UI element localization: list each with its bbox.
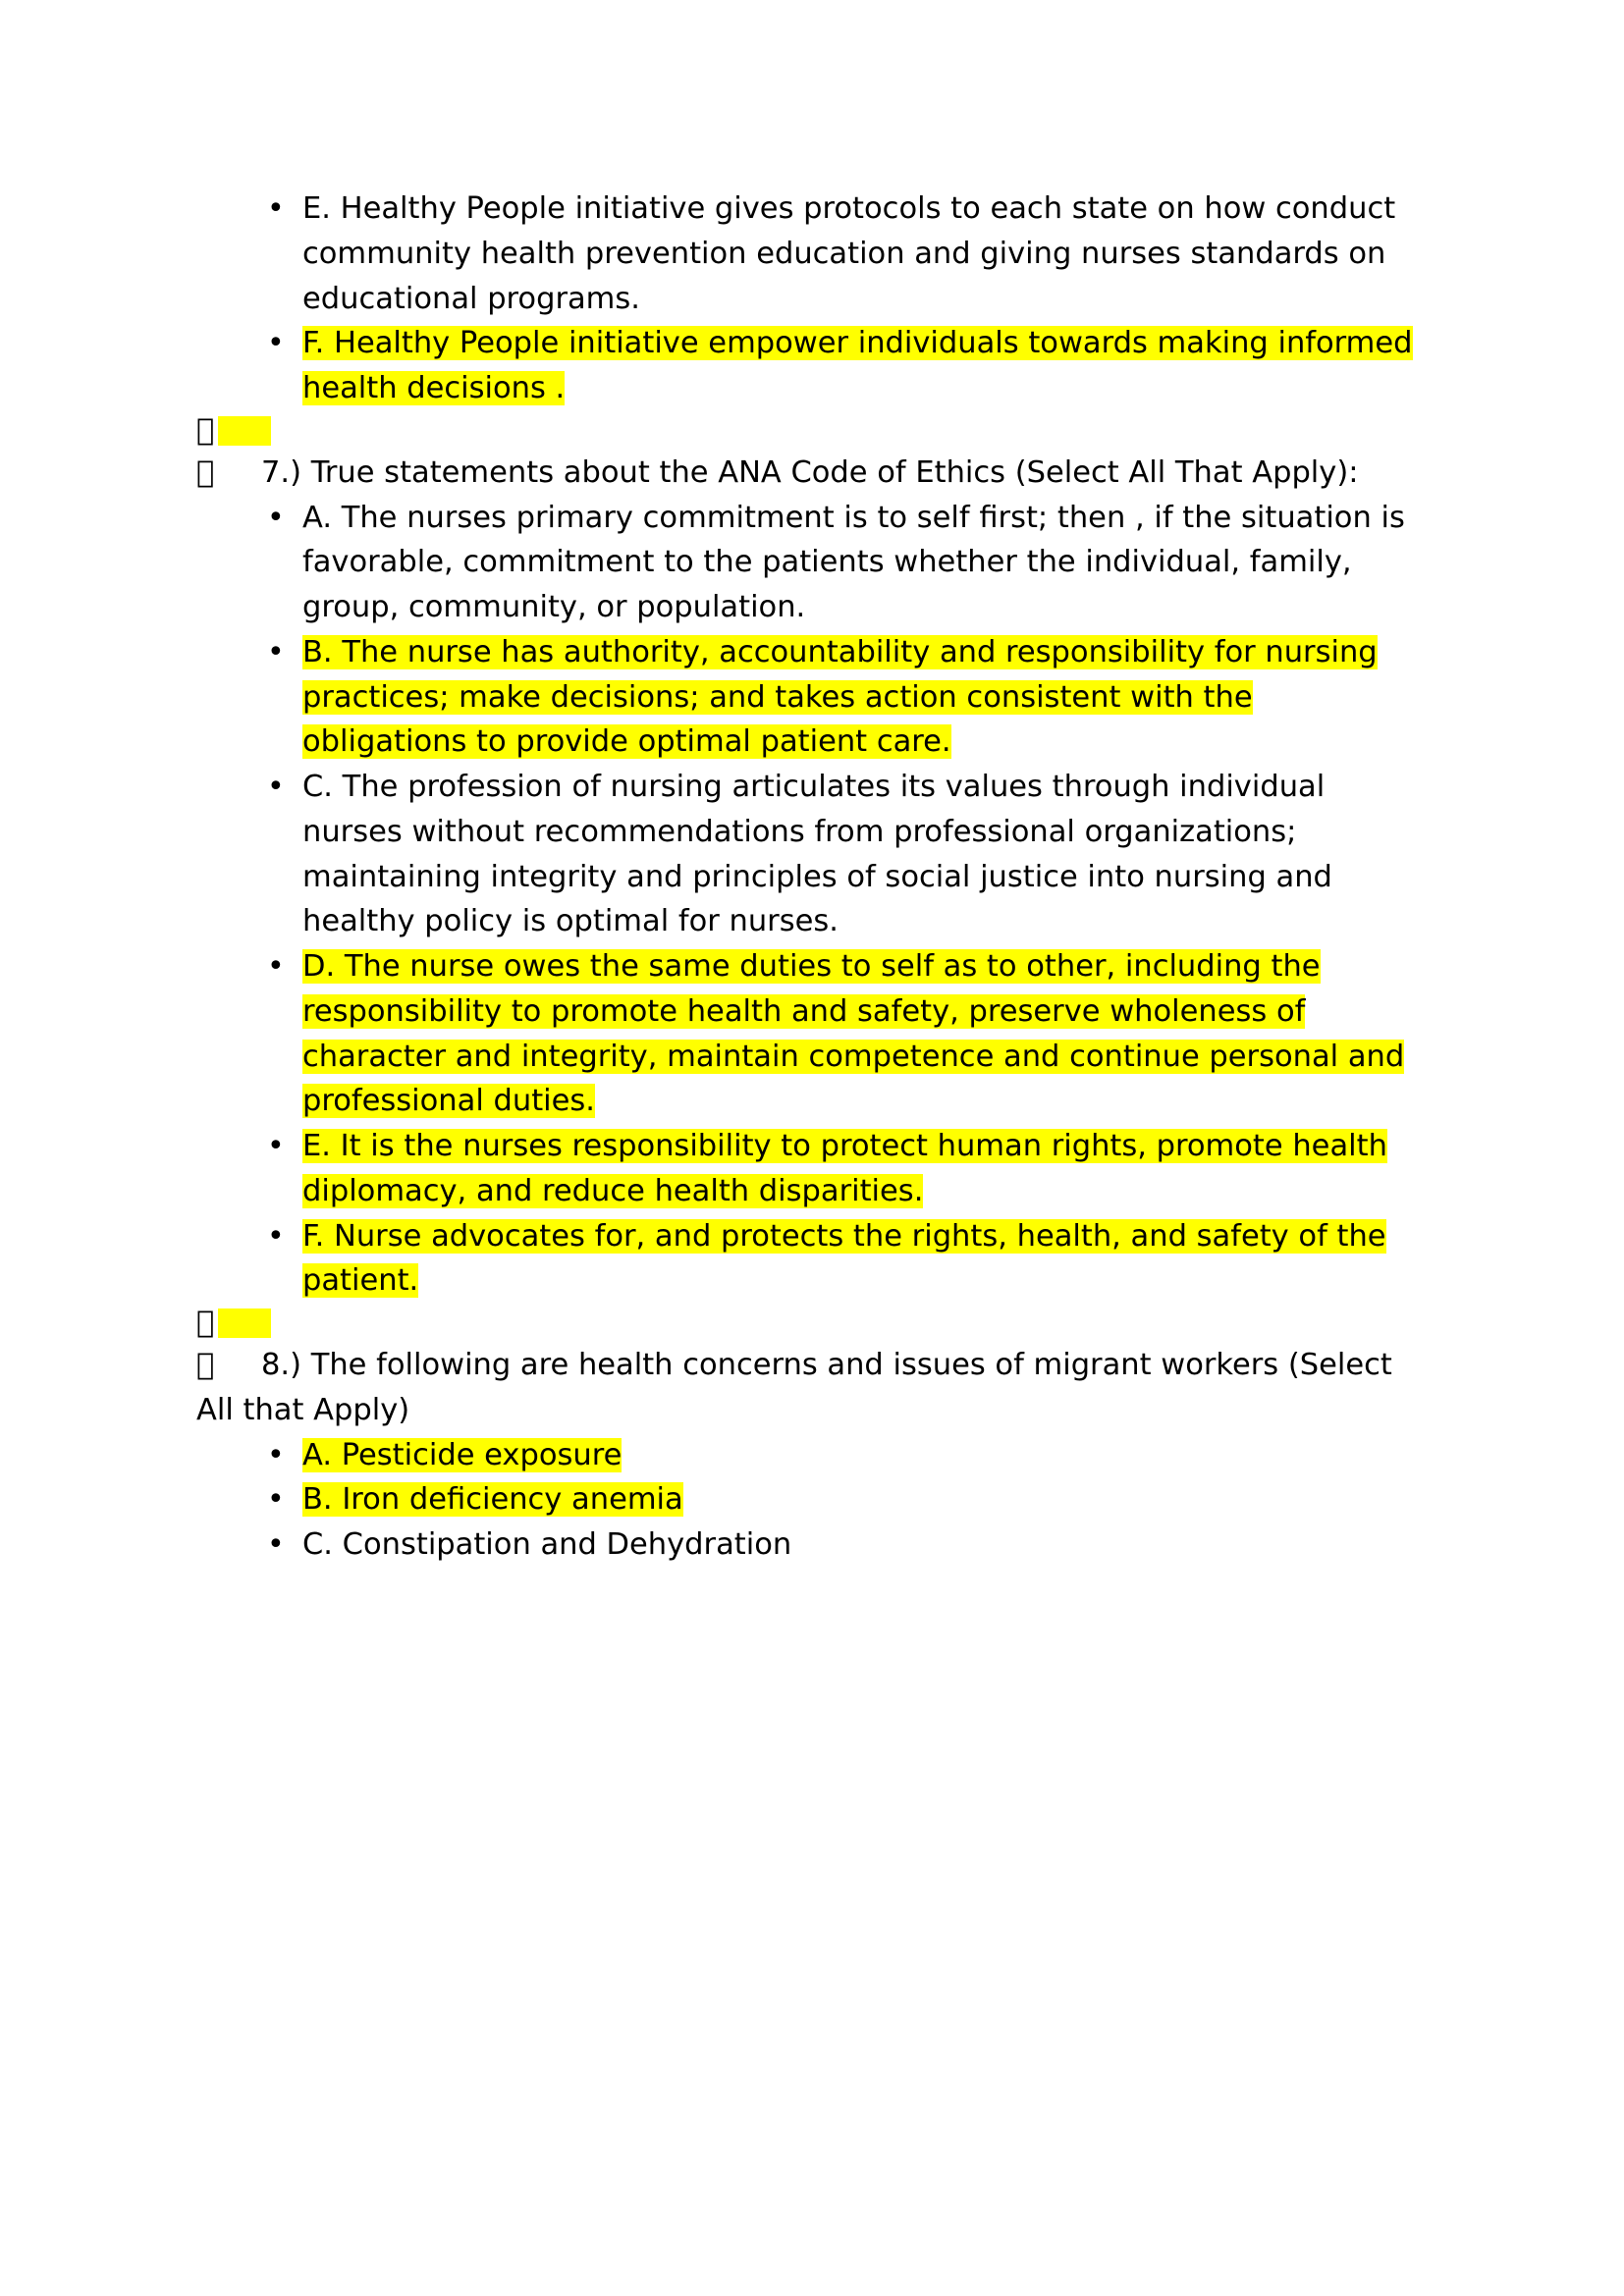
list-item xyxy=(196,187,1418,321)
question-text: 8.) The following are health concerns and issues of migrant workers (Select All that Apply) xyxy=(196,1348,1392,1427)
empty-highlighted-marker-1 xyxy=(196,411,1418,451)
list-item xyxy=(196,1477,1418,1522)
list-item xyxy=(196,944,1418,1124)
document-body xyxy=(196,187,1418,1568)
question-7-options xyxy=(196,496,1418,1305)
list-item-label: A. The nurses primary commitment is to self first; then , if the situation is favorable, commitment to the patients whether the individual, family, group, community, or population. xyxy=(302,500,1405,624)
list-item-label: C. Constipation and Dehydration xyxy=(302,1527,792,1562)
list-item xyxy=(196,1214,1418,1305)
list-item xyxy=(196,1124,1418,1214)
question-8 xyxy=(196,1343,1418,1433)
list-item xyxy=(196,630,1418,765)
list-item-label: E. It is the nurses responsibility to protect human rights, promote health diplomacy, and reduce health disparities. xyxy=(302,1129,1387,1208)
list-item-label: C. The profession of nursing articulates its values through individual nurses without recommendations from professional organizations; maintaining integrity and principles of social justice into nursing and healthy policy is optimal for nurses. xyxy=(302,770,1332,939)
highlight-block xyxy=(218,416,271,446)
list-item-label: E. Healthy People initiative gives protocols to each state on how conduct community health prevention education and giving nurses standards on educational programs. xyxy=(302,191,1396,316)
question-text: 7.) True statements about the ANA Code of Ethics (Select All That Apply): xyxy=(261,454,1359,490)
list-item-label: B. The nurse has authority, accountability and responsibility for nursing practices; make decisions; and takes action consistent with the obligations to provide optimal patient care. xyxy=(302,634,1378,760)
question-6-options-continued xyxy=(196,187,1418,411)
list-item xyxy=(196,321,1418,411)
list-item xyxy=(196,765,1418,944)
question-7 xyxy=(196,451,1418,496)
list-item-label: F. Nurse advocates for, and protects the rights, health, and safety of the patient. xyxy=(302,1218,1386,1299)
list-item xyxy=(196,1522,1418,1568)
list-bullet-icon xyxy=(196,1304,218,1343)
question-8-options xyxy=(196,1433,1418,1568)
list-bullet-icon xyxy=(196,1343,261,1388)
list-item xyxy=(196,1433,1418,1478)
empty-highlighted-marker-2 xyxy=(196,1304,1418,1343)
list-item-label: F. Healthy People initiative empower individuals towards making informed health decisions . xyxy=(302,326,1413,405)
list-item xyxy=(196,496,1418,630)
list-item-label: B. Iron deficiency anemia xyxy=(302,1482,683,1518)
list-bullet-icon xyxy=(196,411,218,451)
list-item-label: A. Pesticide exposure xyxy=(302,1437,623,1472)
list-bullet-icon xyxy=(196,451,261,496)
list-item-label: D. The nurse owes the same duties to self as to other, including the responsibility to promote health and safety, preserve wholeness of character and integrity, maintain competence and continue personal and professional duties. xyxy=(302,949,1405,1119)
highlight-block xyxy=(218,1308,271,1338)
